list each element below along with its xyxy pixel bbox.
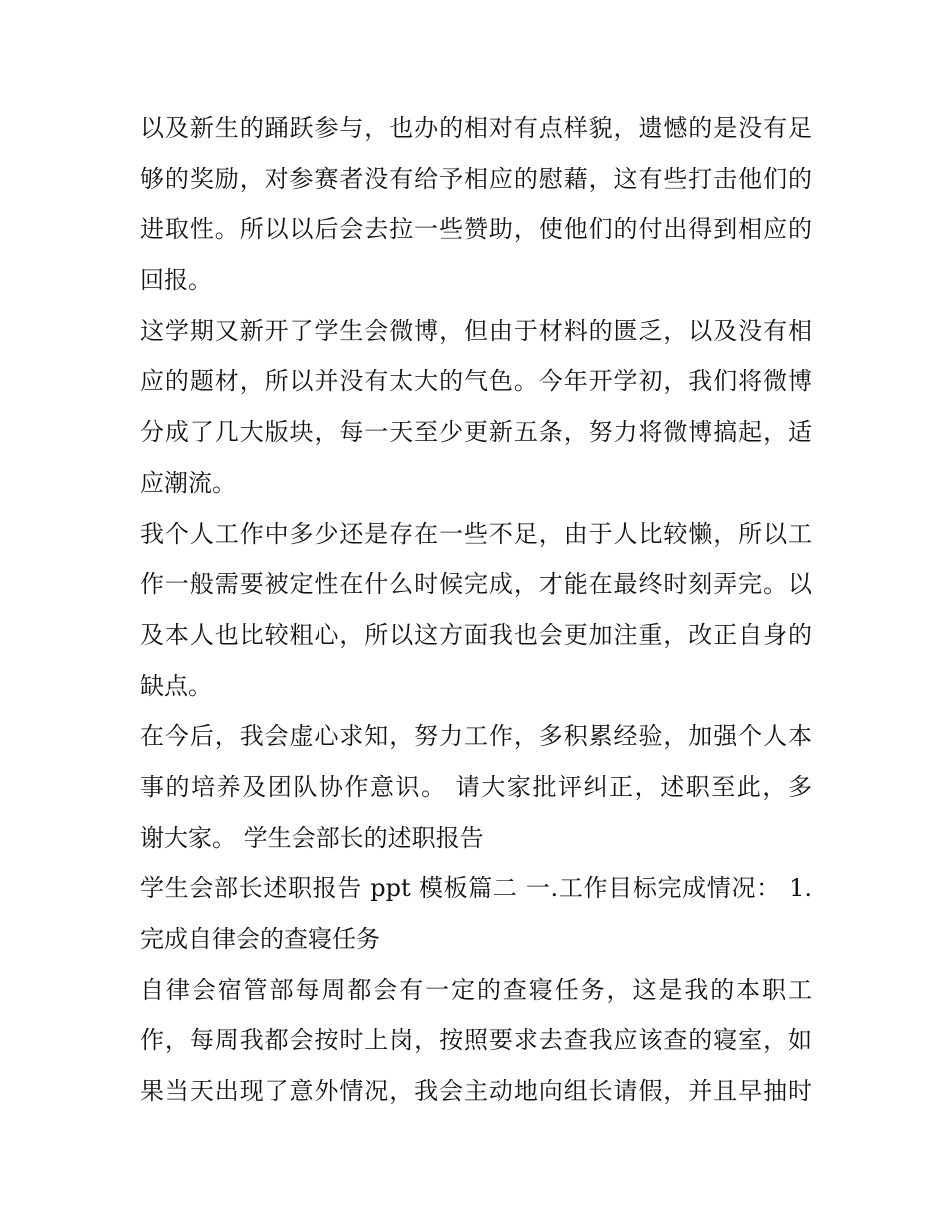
text-line: 谢大家。 学生会部长的述职报告 bbox=[140, 823, 484, 852]
document-body bbox=[140, 103, 812, 1117]
text-line: 以及新生的踊跃参与，也办的相对有点样貌，遗憾的是没有足 bbox=[140, 114, 812, 142]
text-line: 及本人也比较粗心，所以这方面我也会更加注重，改正自身的 bbox=[140, 620, 812, 649]
text-line: 回报。 bbox=[140, 266, 212, 295]
text-line: 果当天出现了意外情况，我会主动地向组长请假，并且早抽时 bbox=[140, 1077, 812, 1106]
text-line: 作一般需要被定性在什么时候完成，才能在最终时刻弄完。以 bbox=[140, 570, 812, 599]
text-line: 应的题材，所以并没有太大的气色。今年开学初，我们将微博 bbox=[140, 367, 812, 396]
text-line: 进取性。所以以后会去拉一些赞助，使他们的付出得到相应的 bbox=[140, 215, 812, 244]
text-line: 在今后，我会虚心求知，努力工作，多积累经验，加强个人本 bbox=[140, 722, 812, 751]
text-line: 作，每周我都会按时上岗，按照要求去查我应该查的寝室，如 bbox=[140, 1026, 812, 1055]
text-line: 应潮流。 bbox=[140, 468, 236, 497]
text-line: 学生会部长述职报告 ppt 模板篇二 一.工作目标完成情况： 1. bbox=[140, 874, 812, 903]
text-line: 我个人工作中多少还是存在一些不足，由于人比较懒，所以工 bbox=[140, 519, 812, 548]
text-line: 缺点。 bbox=[140, 671, 212, 700]
text-line: 分成了几大版块，每一天至少更新五条，努力将微博搞起，适 bbox=[140, 418, 812, 447]
text-line: 这学期又新开了学生会微博，但由于材料的匮乏，以及没有相 bbox=[140, 316, 812, 345]
text-line: 事的培养及团队协作意识。 请大家批评纠正，述职至此，多 bbox=[140, 772, 812, 801]
text-line: 自律会宿管部每周都会有一定的查寝任务，这是我的本职工 bbox=[140, 975, 812, 1004]
text-line: 完成自律会的查寝任务 bbox=[140, 925, 380, 953]
text-line: 够的奖励，对参赛者没有给予相应的慰藉，这有些打击他们的 bbox=[140, 164, 812, 193]
